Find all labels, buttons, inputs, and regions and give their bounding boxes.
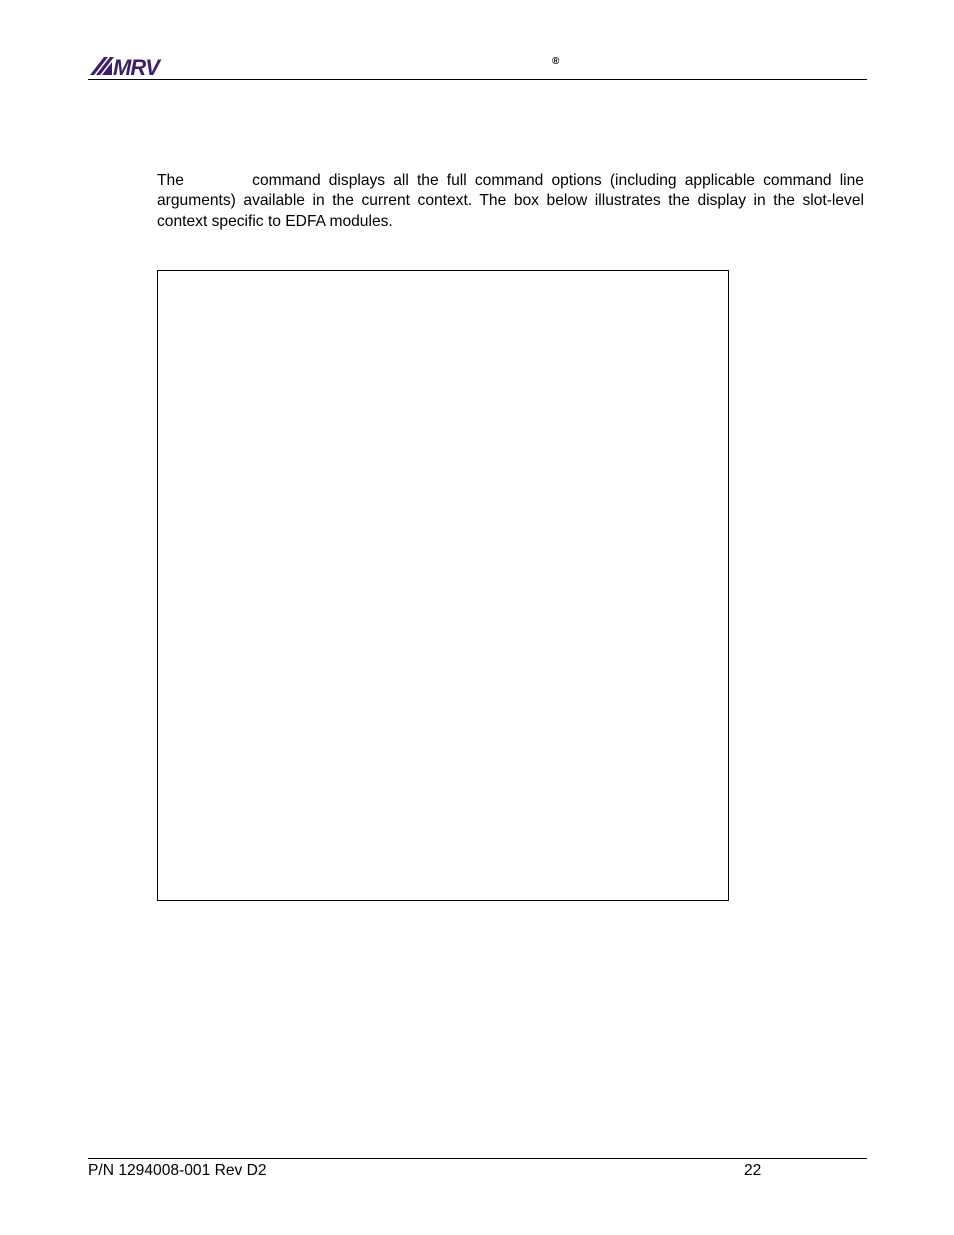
page-number: 22 xyxy=(744,1162,762,1179)
page-header xyxy=(88,52,867,80)
command-display-content xyxy=(158,271,728,900)
intro-text: command displays all the full command options (including applicable command line arguments) available in the current context. The box below illustrates the display in the slot-level context specific to EDFA modules. xyxy=(157,172,864,230)
registered-mark: ® xyxy=(552,56,560,67)
intro-prefix: The xyxy=(157,172,184,189)
intro-paragraph xyxy=(157,171,864,232)
part-number: P/N 1294008-001 Rev D2 xyxy=(88,1162,267,1179)
mrv-logo-icon xyxy=(88,55,174,77)
command-display-box xyxy=(157,270,729,901)
logo-text: MRV xyxy=(113,55,159,77)
page-footer xyxy=(88,1158,867,1179)
mrv-logo xyxy=(88,55,174,77)
